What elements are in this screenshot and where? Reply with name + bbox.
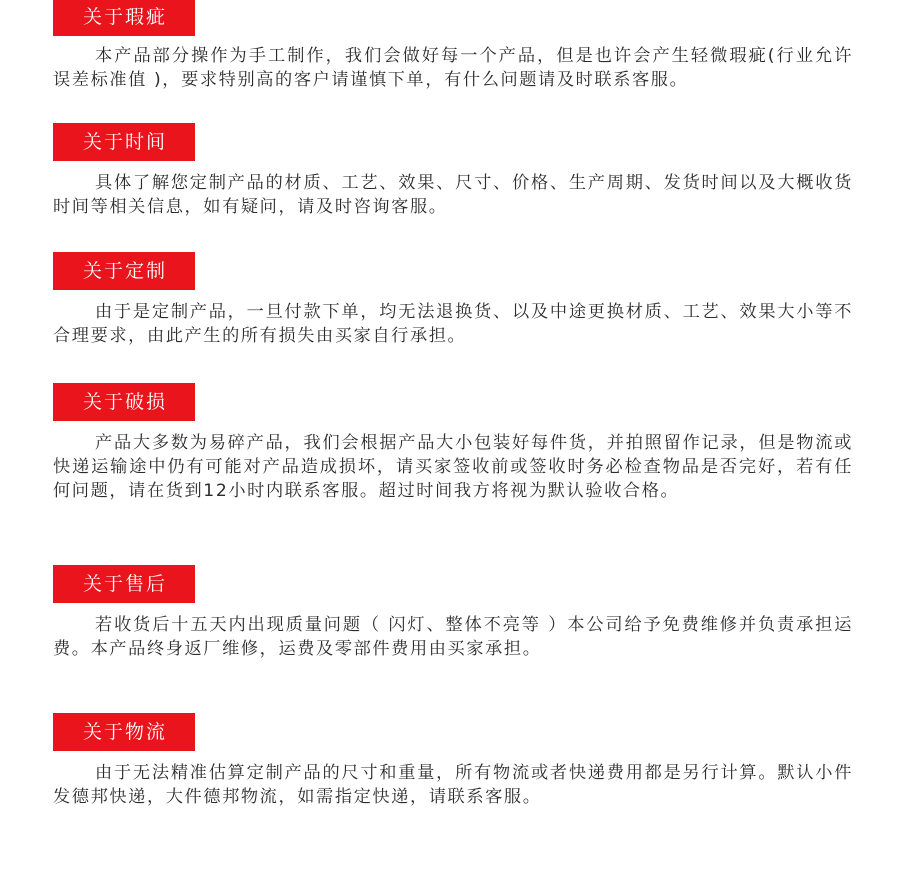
section-title-time: 关于时间: [53, 123, 195, 161]
section-defects: [53, 0, 853, 92]
section-logistics: [53, 713, 853, 809]
section-text-customization: 由于是定制产品，一旦付款下单，均无法退换货、以及中途更换材质、工艺、效果大小等不合理要求，由此产生的所有损失由买家自行承担。: [53, 302, 853, 346]
section-text-time: 具体了解您定制产品的材质、工艺、效果、尺寸、价格、生产周期、发货时间以及大概收货时间等相关信息，如有疑问，请及时咨询客服。: [53, 173, 853, 217]
section-title-logistics: 关于物流: [53, 713, 195, 751]
section-title-damage: 关于破损: [53, 383, 195, 421]
section-customization: [53, 252, 853, 348]
section-time: [53, 123, 853, 219]
section-title-customization: 关于定制: [53, 252, 195, 290]
section-title-after-sales: 关于售后: [53, 565, 195, 603]
section-text-damage: 产品大多数为易碎产品，我们会根据产品大小包装好每件货，并拍照留作记录，但是物流或快递运输途中仍有可能对产品造成损坏，请买家签收前或签收时务必检查物品是否完好，若有任何问题，请在货到12小时内联系客服。超过时间我方将视为默认验收合格。: [53, 433, 853, 501]
section-text-after-sales: 若收货后十五天内出现质量问题（ 闪灯、整体不亮等 ）本公司给予免费维修并负责承担运费。本产品终身返厂维修，运费及零部件费用由买家承担。: [53, 615, 853, 659]
section-title-defects: 关于瑕疵: [53, 0, 195, 36]
section-after-sales: [53, 565, 853, 661]
section-text-logistics: 由于无法精准估算定制产品的尺寸和重量，所有物流或者快递费用都是另行计算。默认小件发德邦快递，大件德邦物流，如需指定快递，请联系客服。: [53, 763, 853, 807]
section-damage: [53, 383, 853, 503]
section-text-defects: 本产品部分操作为手工制作，我们会做好每一个产品，但是也许会产生轻微瑕疵(行业允许误差标准值 )，要求特别高的客户请谨慎下单，有什么问题请及时联系客服。: [53, 46, 853, 90]
